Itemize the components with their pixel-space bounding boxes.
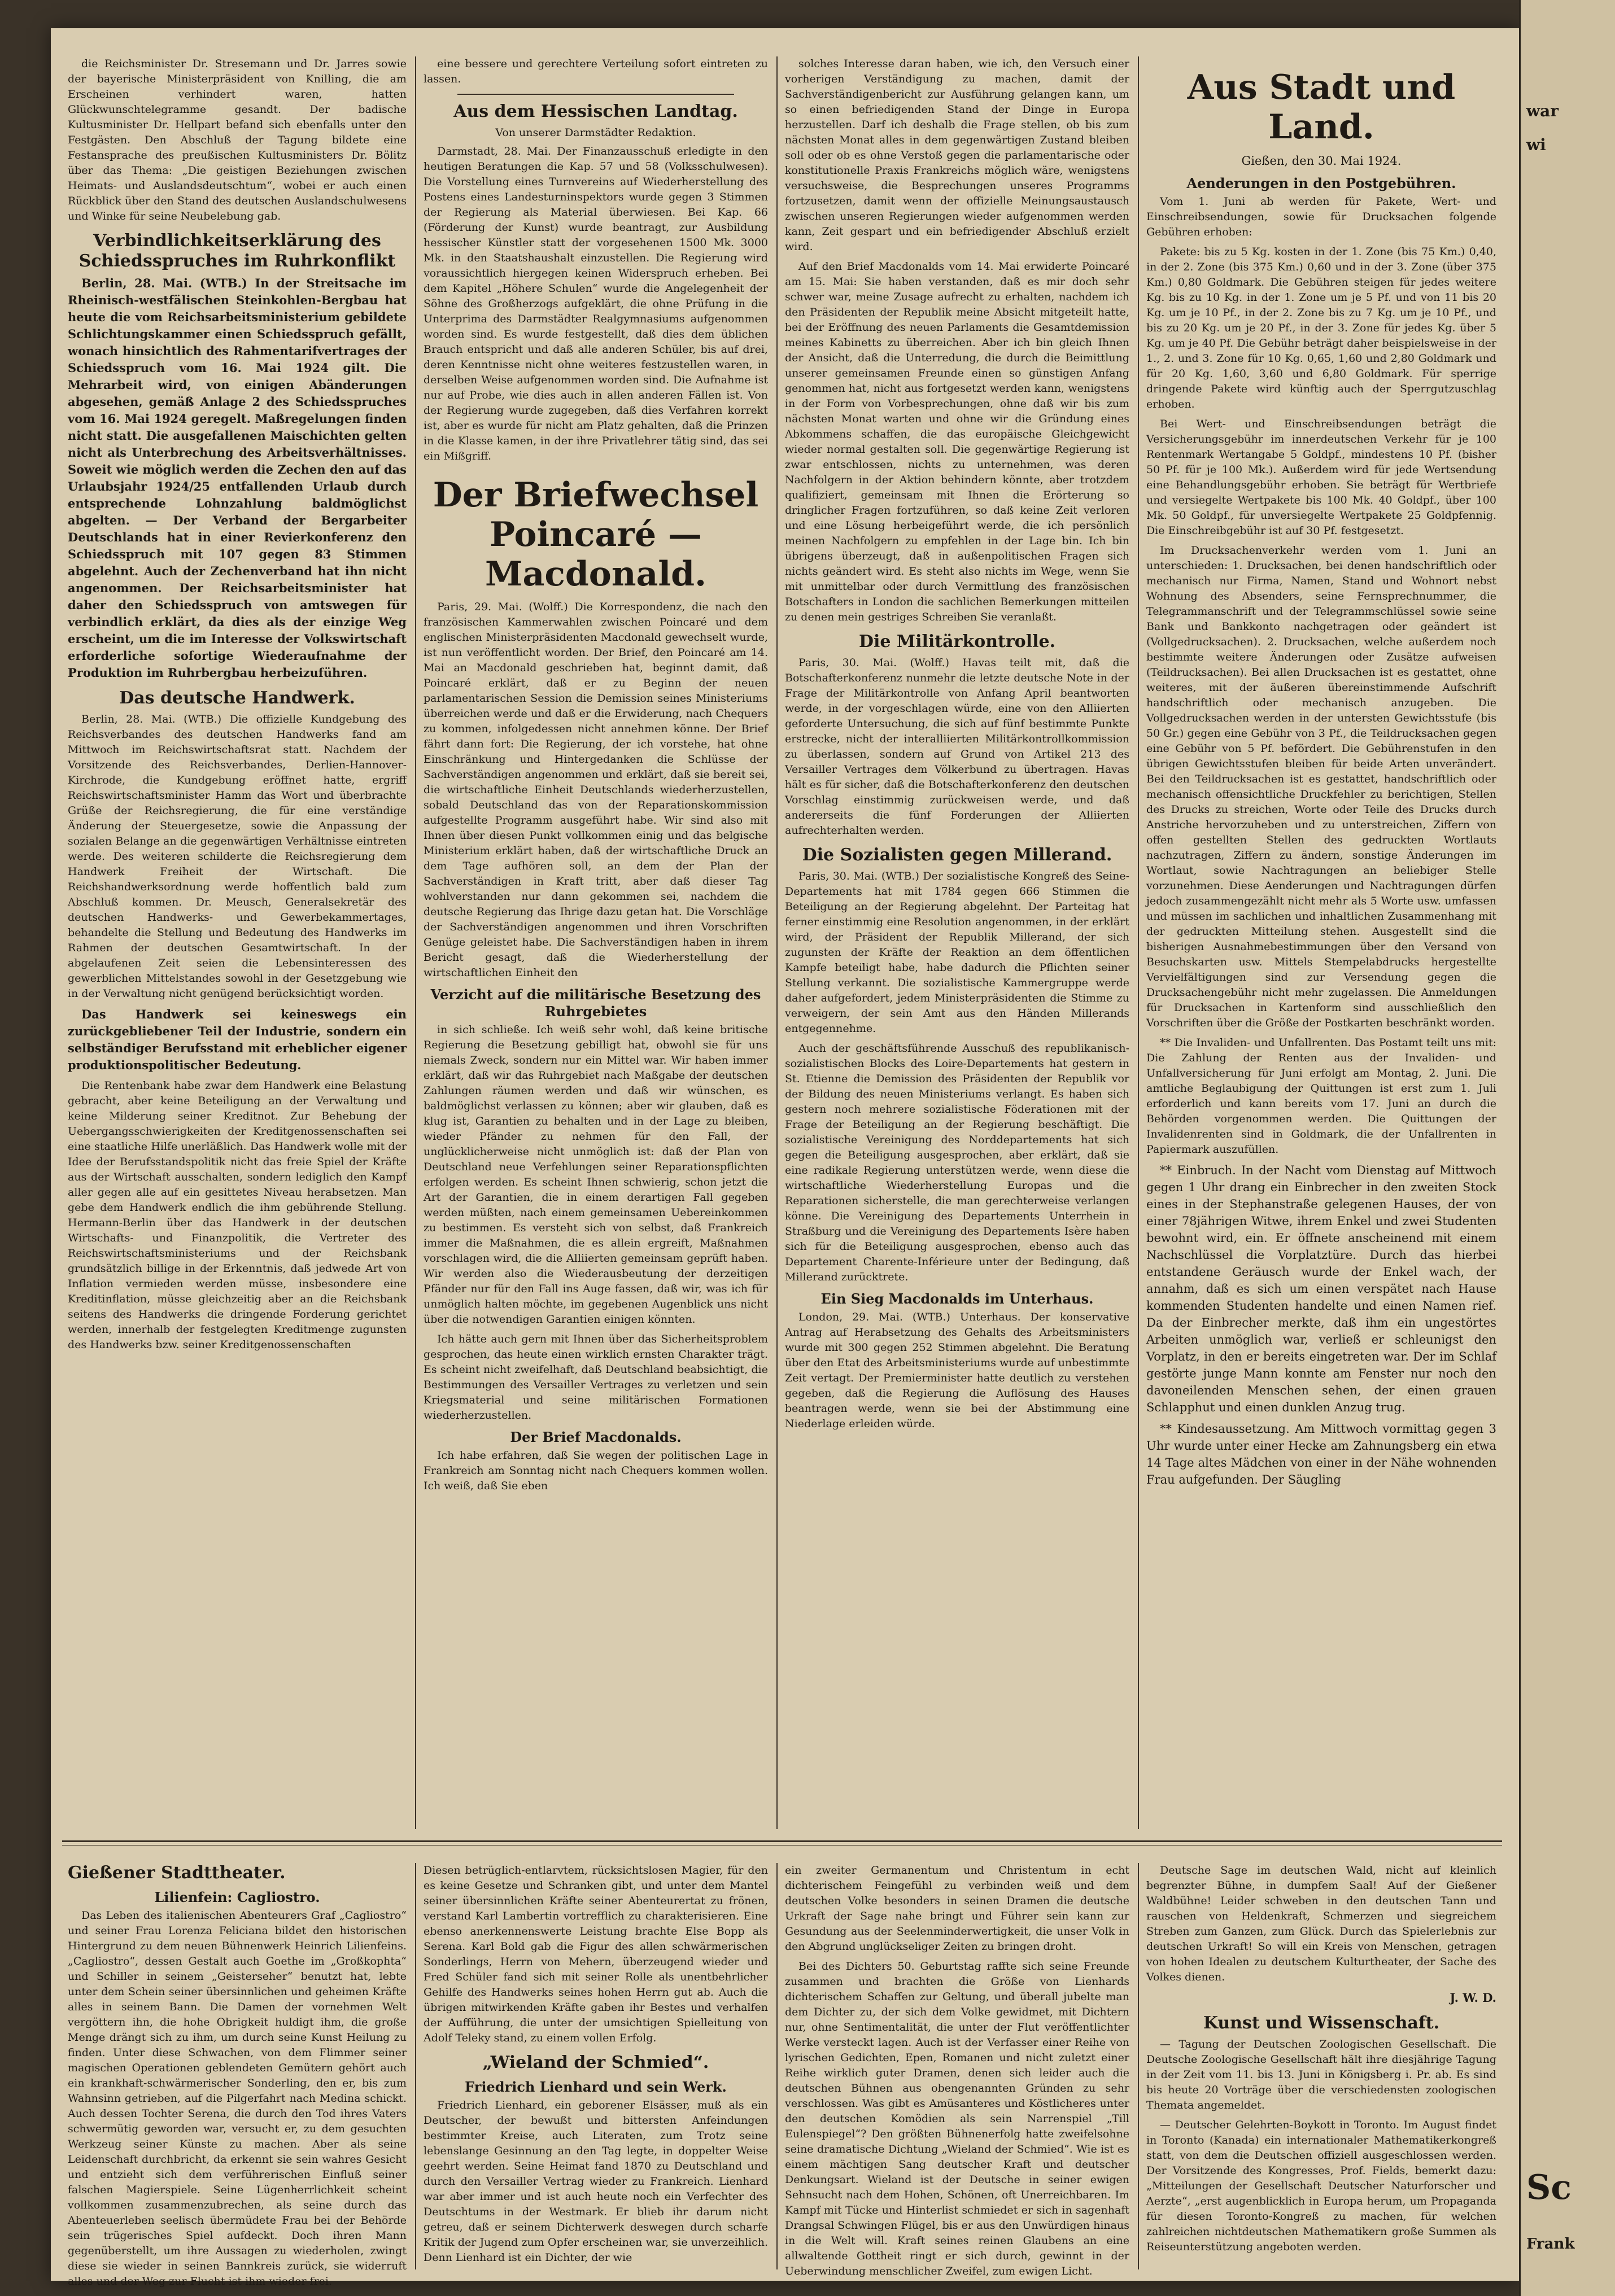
article-text: die Reichsminister Dr. Stresemann und Dr. Jarres sowie der bayerische Ministerpräsident von Knilling, die am Erscheinen verhindert waren, hatten Glückwunschtelegramme gesandt. Der badische Kultusminister Dr. Hellpart befand sich ebenfalls unter den Festgästen. Den Abschluß der Tagung bildete eine Festansprache des preußischen Kultusministers Dr. Bölitz über das Thema: „Die geistigen Beziehungen zwischen Heimats- und Auslandsdeutschtum“, wobei er auch einen Rückblick über den Stand des deutschen Auslandschulwesens und Winke für seine Neubelebung gab. [68,58,407,222]
article-text: Ich habe erfahren, daß Sie wegen der politischen Lage in Frankreich am Sonntag nicht nach Chequers kommen wollen. Ich weiß, daß Sie eben [424,1449,768,1492]
feuilleton-column-3 [785,1863,1129,2277]
article-text: Bei Wert- und Einschreibsendungen beträgt die Versicherungsgebühr im innerdeutschen Verkehr für je 100 Rentenmark Wertangabe 5 Goldpf., mindestens 10 Pf. (bisher 50 Pf. für je 100 Mk.). Außerdem wird für jede Wertsendung eine Behandlungsgebühr erhoben. Sie beträgt für Wertbriefe und versiegelte Wertpakete bis 100 Mk. 40 Goldpf., über 100 Mk. 50 Goldpf., für unversiegelte Wertpakete 25 Goldpfennig. Die Einschreibgebühr ist auf 30 Pf. festgesetzt. [1146,418,1496,537]
feuilleton-column-1 [68,1863,407,2288]
article-text: Friedrich Lienhard, ein geborener Elsässer, muß als ein Deutscher, der bewußt und bittersten Anfeindungen bestimmter Kreise, auch Literaten, zum Trotz seine lebenslange Gesinnung an den Tag legte, in doppelter Weise geehrt werden. Seine Heimat fand 1870 zu Deutschland und durch den Versailler Vertrag wieder zu Frankreich. Lienhard war aber immer und ist auch heute noch ein Verfechter des Deutschtums in der Westmark. Er blieb ihr darum nicht getreu, daß er seinem Dichterwerk deswegen durch scharfe Kritik der Jugend zum Opfer erscheinen war, sie unverzeihlich. Denn Lienhard ist ein Dichter, der wie [424,2099,768,2264]
strip-fragment: Frank [1526,2236,1575,2253]
headline: Das deutsche Handwerk. [119,688,355,708]
article-text: Vom 1. Juni ab werden für Pakete, Wert- und Einschreibsendungen, sowie für Drucksachen folgende Gebühren erhoben: [1146,195,1496,238]
article-text: Bei des Dichters 50. Geburtstag raffte sich seine Freunde zusammen und brachten die Größe von Lienhards dichterischem Schaffen zur Geltung, und überall jubelte man dem Dichter zu, der sich dem Volke gewidmet, mit Dichtern nur, ohne Sentimentalität, die unter der Flut veröffentlichter Werke versteckt lagen. Auch ist der Verfasser einer Reihe von lyrischen Gedichten, Epen, Romanen und nicht zuletzt einer Reihe wirklich guter Dramen, denen sich leider auch die deutschen Bühnen aus obengenannten Gründen zu sehr verschlossen. Was gibt es Amüsanteres und Köstlicheres unter den deutschen Komödien als sein Narrenspiel „Till Eulenspiegel“? Den größten Bühnenerfolg hatte zweifelsohne seine dramatische Dichtung „Wieland der Schmied“. Wie ist es einem mächtigen Sang deutscher Kraft und deutscher Denkungsart. Wieland ist der Deutsche in seiner ewigen Sehnsucht nach dem Hohen, Schönen, oft Unerreichbaren. Im Kampf mit Tücke und Hinterlist schmiedet er sich in sagenhaft Drangsal Schwingen Flügel, bis er aus den Unwürdigen hinaus in die Welt will. Kraft seines reinen Glaubens an eine allwaltende Gottheit ringt er sich durch, gewinnt in der Ueberwindung menschlicher Zweifel, zum ewigen Licht. [785,1960,1129,2277]
column-rule [1138,56,1139,1829]
article-text: Das Leben des italienischen Abenteurers Graf „Cagliostro“ und seiner Frau Lorenza Feliciana bildet den historischen Hintergrund zu dem neuen Bühnenwerk Heinrich Lilienfeins. „Cagliostro“, dessen Gestalt auch Goethe im „Großkophta“ und Schiller in seinem „Geisterseher“ benutzt hat, lebte unter dem Schein seiner übersinnlichen und geheimen Kräfte alles in seinem Bann. Die Damen der vornehmen Welt vergöttern ihn, die hohe Obrigkeit huldigt ihm, die große Menge drängt sich zu ihm, um durch seine Kunst Heilung zu finden. Unter diese Schwachen, von dem Flimmer seiner magischen Operationen geblendeten Gemütern gehört auch ein krankhaft-schwärmerischer Sonderling, den er, bis zum Wahnsinn getrieben, auf die Pilgerfahrt nach Medina schickt. Auch dessen Tochter Serena, die durch den Tod ihres Vaters schwermütig geworden war, versucht er, zu dem gesuchten Werkzeug seiner Künste zu machen. Aber als seine Leidenschaft durchbricht, da erkennt sie sein wahres Gesicht und entzieht sich dem verführerischen Einfluß seiner falschen Magierspiele. Seine Lügenherrlichkeit scheint vollkommen zusammenzubrechen, als seine durch das Abenteuerleben seelisch übermüdete Frau bei der Behörde sein trügerisches Spiel aufdeckt. Doch ihren Mann gegenüberstellt, um ihre Aussagen zu wiederholen, zwingt diese sie wieder in seinen Bannkreis zurück, sie widerruft alles und der Weg zur Flucht ist ihm wieder frei. [68,1909,407,2288]
article-text: Das Handwerk sei keineswegs ein zurückgebliebener Teil der Industrie, sondern ein selbständiger Berufsstand mit erheblicher eigener produktionspolitischer Bedeutung. [68,1007,407,1072]
strip-fragment: wi [1526,135,1546,154]
article-text: Paris, 29. Mai. (Wolff.) Die Korrespondenz, die nach den französischen Kammerwahlen zwischen Poincaré und dem englischen Ministerpräsidenten Macdonald gewechselt wurde, ist nun veröffentlicht worden. Der Brief, den Poincaré am 14. Mai an Macdonald geschrieben hat, beginnt damit, daß Poincaré erklärt, daß er zu Beginn der neuen parlamentarischen Session die Demission seines Ministeriums überreichen werde und daß er die Erwiderung, nach Chequers zu kommen, infolgedessen nicht annehmen könne. Der Brief fährt dann fort: Die Regierung, der ich vorstehe, hat ohne Einschränkung und Hintergedanken die Schlüsse der Sachverständigen angenommen und erklärt, daß sie bereit sei, die wirtschaftliche Einheit Deutschlands wiederherzustellen, sobald Deutschland das von der Reparationskommission aufgestellte Programm ausgeführt habe. Wir sind also mit Ihnen über diesen Punkt vollkommen einig und das belgische Ministerium erklärt haben, daß der wirtschaftliche Druck an dem Tage aufhören soll, an dem der Plan der Sachverständigen in Kraft tritt, aber daß dieser Tag wohlverstanden nur dann gekommen sei, nachdem die deutsche Regierung das Ihrige dazu getan hat. Die Vorschläge der Sachverständigen angenommen und ihren Vorschriften Genüge geleistet habe. Die Sachverständigen haben in ihrem Bericht gesagt, daß die Wiederherstellung der wirtschaftlichen Einheit den [424,601,768,979]
column-3 [785,56,1129,1829]
article-text: Darmstadt, 28. Mai. Der Finanzausschuß erledigte in den heutigen Beratungen die Kap. 57 und 58 (Volksschulwesen). Die Vorstellung eines Turnvereins auf Wiederherstellung des Postens eines Landesturninspektors wurde gegen 3 Stimmen der Regierung als Material überwiesen. Bei Kap. 66 (Förderung der Kunst) wurde beantragt, zur Ausbildung hessischer Künstler statt der vorgesehenen 1500 Mk. 3000 Mk. in den Staatshaushalt einzustellen. Die Regierung wird voraussichtlich hiergegen keinen Widerspruch erheben. Bei dem Kapitel „Höhere Schulen“ wurde die Angelegenheit der Söhne des Großherzogs aufgeklärt, die ohne Prüfung in die Unterprima des Darmstädter Realgymnasiums aufgenommen worden sind. Es wurde festgestellt, daß dies dem üblichen Brauch entspricht und daß alle anderen Schüler, bis auf drei, deren Kenntnisse nicht ohne weiteres festzustellen waren, in derselben Weise aufgenommen worden sind. Die Aufnahme ist nur auf Probe, wie dies auch in allen anderen Fällen ist. Von der Regierung wurde zugegeben, daß dies Verfahren korrekt ist, aber es wurde für nicht am Platz gehalten, daß die Prinzen in die Klasse kamen, in der ihre Privatlehrer tätig sind, das sei ein Mißgriff. [424,145,768,462]
article-text: ** Die Invaliden- und Unfallrenten. Das Postamt teilt uns mit: Die Zahlung der Renten aus der Invaliden- und Unfallversicherung für Juni erfolgt am Montag, 2. Juni. Die amtliche Beglaubigung der Quittungen ist erst zum 1. Juli erforderlich und kann bereits vom 17. Juni an durch die Behörden vorgenommen werden. Die Quittungen der Invalidenrenten sind in Goldmark, die der Unfallrenten in Papiermark auszufüllen. [1146,1037,1496,1156]
column-rule [1138,1863,1139,2269]
article-text: Die Rentenbank habe zwar dem Handwerk eine Belastung gebracht, aber keine Beteiligung an der Verwaltung und keine Milderung seiner Kreditnot. Zur Behebung der Uebergangsschwierigkeiten der Kreditgenossenschaften sei eine staatliche Hilfe unerläßlich. Das Handwerk wolle mit der Idee der Berufsstandspolitik nicht das freie Spiel der Kräfte aus der Wirtschaft ausschalten, sondern lediglich den Kampf aller gegen alle auf ein gesittetes Niveau herabsetzen. Man gebe dem Handwerk endlich die ihm gebührende Stellung. Hermann-Berlin über das Handwerk in der deutschen Wirtschafts- und Finanzpolitik, die Vertreter des Reichswirtschaftsministeriums und der Reichsbank grundsätzlich billige in der Erkenntnis, daß jedwede Art von Inflation vermieden werden müsse, insbesondere eine Kreditinflation, müsse gleichzeitig aber an die Reichsbank seitens des Handwerks die dringende Forderung gerichtet werden, innerhalb der festgelegten Kreditmenge zugunsten des Handwerks bzw. seiner Kreditgenossenschaften [68,1079,407,1351]
article-text: — Deutscher Gelehrten-Boykott in Toronto. Im August findet in Toronto (Kanada) ein internationaler Mathematikerkongreß statt, von dem die Deutschen offiziell ausgeschlossen werden. Der Vorsitzende des Kongresses, Prof. Fields, bemerkt dazu: „Mitteilungen der Gesellschaft Deutscher Naturforscher und Aerzte“, „erst augenblicklich in Europa herum, um Propaganda für diesen Toronto-Kongreß zu machen, für welchen zahlreichen nichtdeutschen Mathematikern große Summen als Reiseunterstützung angeboten werden. [1146,2119,1496,2253]
subheadline: Lilienfein: Cagliostro. [154,1889,320,1905]
feuilleton-rule [62,1840,1502,1842]
dateline: Gießen, den 30. Mai 1924. [1241,154,1402,168]
signature: J. W. D. [1450,1991,1496,2005]
column-4 [1146,56,1496,1829]
headline: Aenderungen in den Postgebühren. [1186,175,1456,191]
article-text: Pakete: bis zu 5 Kg. kosten in der 1. Zone (bis 75 Km.) 0,40, in der 2. Zone (bis 375 Km.) 0,60 und in der 3. Zone (über 375 Km.) 0,80 Goldmark. Die Gebühren steigen für jedes weitere Kg. bis zu 10 Kg. in der 1. Zone um je 5 Pf. und von 11 bis 20 Kg. um je 10 Pf., in der 2. Zone bis zu 7 Kg. um je 10 Pf., und bis zu 20 Kg. um je 20 Pf., in der 3. Zone für jedes Kg. über 5 Kg. um je 40 Pf. Die Gebühr beträgt daher beispielsweise in der 1., 2. und 3. Zone für 10 Kg. 0,65, 1,60 und 2,80 Goldmark und für 20 Kg. 1,60, 3,60 und 6,80 Goldmark. Für sperrige dringende Pakete wird künftig auch der Sperrgutzuschlag erhoben. [1146,246,1496,410]
article-text: eine bessere und gerechtere Verteilung sofort eintreten zu lassen. [424,58,768,85]
column-1 [68,56,407,1829]
article-text: ein zweiter Germanentum und Christentum in echt dichterischem Feingefühl zu verbinden weiß und dem deutschen Volke besonders in seinen Dramen die deutsche Urkraft der Sage nahe bringt und Führer sein kann zur Gesundung aus der Seelenminderwertigkeit, die unser Volk in den Abgrund unglückseliger Zeiten zu bringen droht. [785,1864,1129,1953]
headline: Der Briefwechsel Poincaré — Macdonald. [433,475,759,594]
headline: Die Militärkontrolle. [858,632,1056,651]
headline: Gießener Stadttheater. [68,1863,286,1883]
separator [457,94,734,95]
article-text: Paris, 30. Mai. (Wolff.) Havas teilt mit, daß die Botschafterkonferenz nunmehr die letzte deutsche Note in der Frage der Militärkontrolle von Anfang April beantworten werde, in der vorgeschlagen würde, eine von den Alliierten geforderte Untersuchung, die sich auf fünf bestimmte Punkte erstrecke, nicht der interalliierten Militärkontrollkommission zu überlassen, sondern auf Grund von Artikel 213 des Versailler Vertrages dem Völkerbund zu übertragen. Havas hält es für sicher, daß die Botschafterkonferenz den deutschen Vorschlag einstimmig zurückweisen werde, und daß andererseits die fünf Forderungen der Alliierten aufrechterhalten werden. [785,657,1129,837]
article-text: solches Interesse daran haben, wie ich, den Versuch einer vorherigen Verständigung zu machen, damit der Sachverständigenbericht zur Ausführung gelangen kann, um so einen befriedigenden Stand der Dinge in Europa herzustellen. Darf ich deshalb die Frage stellen, ob bis zum nächsten Monat alles in dem gegenwärtigen Zustand bleiben soll oder ob es ohne Verstoß gegen die parlamentarische oder konstitutionelle Praxis Frankreichs möglich wäre, wenigstens versuchsweise, die Besprechungen unseres Programms fortzusetzen, damit wenn der offizielle Meinungsaustausch zwischen unseren Regierungen wieder aufgenommen werden kann, Zeit gespart und ein befriedigender Abschluß erzielt wird. [785,58,1129,253]
feuilleton-column-2 [424,1863,768,2269]
article-text: Berlin, 28. Mai. (WTB.) In der Streitsache im Rheinisch-westfälischen Steinkohlen-Bergbau hat heute die vom Reichsarbeitsministerium gebildete Schlichtungskammer einen Schiedsspruch gefällt, wonach hinsichtlich des Rahmentarifvertrages der Schiedsspruch vom 16. Mai 1924 gilt. Die Mehrarbeit wird, von einigen Abänderungen abgesehen, gemäß Anlage 2 des Schiedsspruches vom 16. Mai 1924 geregelt. Maßregelungen finden nicht statt. Die ausgefallenen Maischichten gelten nicht als Unterbrechung des Arbeitsverhältnisses. Soweit wie möglich werden die Zechen den auf das Urlaubsjahr 1924/25 entfallenden Urlaub durch entsprechende Lohnzahlung baldmöglichst abgelten. — Der Verband der Bergarbeiter Deutschlands hat in einer Revierkonferenz den Schiedsspruch mit 107 gegen 83 Stimmen abgelehnt. Auch der Zechenverband hat ihn nicht angenommen. Der Reichsarbeitsminister hat daher den Schiedsspruch von amtswegen für verbindlich erklärt, da dies als der einzige Weg erscheint, um die im Interesse der Volkswirtschaft erforderliche sofortige Wiederaufnahme der Produktion im Ruhrbergbau herbeizuführen. [68,276,407,680]
column-rule [415,1863,416,2269]
column-rule [776,1863,778,2269]
article-text: ** Kindesaussetzung. Am Mittwoch vormittag gegen 3 Uhr wurde unter einer Hecke am Zahnungsberg ein etwa 14 Tage altes Mädchen von einer in der Nähe wohnenden Frau aufgefunden. Der Säugling [1146,1422,1496,1486]
article-text: Im Drucksachenverkehr werden vom 1. Juni an unterschieden: 1. Drucksachen, bei denen handschriftlich oder mechanisch nur Firma, Namen, Stand und Wohnort nebst Wohnung des Absenders, seine Fernsprechnummer, die Telegrammanschrift und der Telegrammschlüssel sowie seine Bank und Bankkonto nachgetragen oder geändert ist (Vollgedrucksachen). 2. Drucksachen, welche außerdem noch bestimmte weitere Änderungen oder Zusätze aufweisen (Teildrucksachen). Bei allen Drucksachen ist es gestattet, ohne weiteres, mit der äußeren übereinstimmende Aufschrift handschriftlich oder mechanisch anzugeben. Die Vollgedrucksachen werden in der untersten Gewichtsstufe (bis 50 Gr.) gegen eine Gebühr von 3 Pf., die Teildrucksachen gegen eine Gebühr von 5 Pf. befördert. Die Gebührenstufen in den übrigen Gewichtsstufen bleiben für beide Arten unverändert. Bei den Teildrucksachen ist es gestattet, handschriftlich oder mechanisch offensichtliche Druckfehler zu berichtigen, Stellen des Drucks zu streichen, Worte oder Teile des Drucks durch Anstriche hervorzuheben und zu unterstreichen, Ziffern von offen gestellten Stellen des gedruckten Wortlauts nachzutragen, Ziffern zu ändern, sonstige Änderungen im Wortlaut, sowie Nachtragungen an beliebiger Stelle vorzunehmen. Diese Aenderungen und Nachtragungen dürfen jedoch zusammengezählt nicht mehr als 5 Worte usw. umfassen und müssen im sachlichen und inhaltlichen Zusammenhang mit der gedruckten Mitteilung stehen. Ausgestellt sind die bisherigen Ausnahmebestimmungen über den Versand von Besuchskarten usw. Mittels Stempelabdrucks hergestellte Vervielfältigungen sind zur Versendung gegen die Drucksachengebühr nicht mehr zugelassen. Die Anmeldungen für Drucksachen in Kartenform sind ausschließlich den Vorschriften über die Größe der Postkarten beschränkt worden. [1146,544,1496,1029]
article-text: London, 29. Mai. (WTB.) Unterhaus. Der konservative Antrag auf Herabsetzung des Gehalts des Arbeitsministers wurde mit 300 gegen 252 Stimmen abgelehnt. Die Beratung über den Etat des Arbeitsministeriums wurde auf unbestimmte Zeit vertagt. Der Premierminister hatte deutlich zu verstehen gegeben, daß die Regierung die Auflösung des Hauses beantragen werde, wenn sie bei der Abstimmung eine Niederlage erleiden würde. [785,1311,1129,1430]
article-text: Berlin, 28. Mai. (WTB.) Die offizielle Kundgebung des Reichsverbandes des deutschen Handwerks fand am Mittwoch im Reichswirtschaftsrat statt. Nachdem der Vorsitzende des Reichsverbandes, Derlien-Hannover-Kirchrode, die Kundgebung eröffnet hatte, ergriff Reichswirtschaftsminister Hamm das Wort und überbrachte Grüße der Reichsregierung, die für eine verständige Änderung der Steuergesetze, sowie die Anpassung der sozialen Belange an die gegenwärtigen Verhältnisse eintreten werde. Des weiteren schilderte die Reichsregierung dem Handwerk Freiheit der Wirtschaft. Die Reichshandwerksordnung werde hoffentlich bald zum Abschluß kommen. Dr. Meusch, Generalsekretär des deutschen Handwerks- und Gewerbekammertages, behandelte die Stellung und Bedeutung des Handwerks im Rahmen der deutschen Gesamtwirtschaft. In der abgelaufenen Zeit seien die Lebensinteressen des gewerblichen Mittelstandes sowohl in der Gesetzgebung wie in der Verwaltung nicht genügend berücksichtigt worden. [68,713,407,1000]
article-text: Paris, 30. Mai. (WTB.) Der sozialistische Kongreß des Seine-Departements hat mit 1784 gegen 666 Stimmen die Beteiligung an der Regierung abgelehnt. Der Parteitag hat ferner einstimmig eine Resolution angenommen, in der erklärt wird, der Präsident der Republik Millerand, der sich zugunsten der Kräfte der Reaktion an dem öffentlichen Kampfe beteiligt habe, habe dadurch die Pflichten seiner Stellung verkannt. Die sozialistische Kammergruppe werde daher aufgefordert, jedem Ministerpräsidenten die Stimme zu verweigern, der sein Amt aus den Händen Millerands entgegennehme. [785,870,1129,1035]
article-text: Auf den Brief Macdonalds vom 14. Mai erwiderte Poincaré am 15. Mai: Sie haben verstanden, daß es mir doch sehr schwer war, meine Zusage aufrecht zu erhalten, nachdem ich den Präsidenten der Republik meine Absicht mitgeteilt hatte, bei der Eröffnung des neuen Parlaments die Gesamtdemission meines Kabinetts zu überreichen. Aber ich bin gleich Ihnen der Ansicht, daß die Unterredung, die durch die Beimittlung unserer gemeinsamen Freunde einen so günstigen Anfang genommen hat, nicht aus fortgesetzt werden kann, wenigstens in der Form von Vorbesprechungen, ohne daß wir bis zum nächsten Monat warten und ohne wir die Gründung eines Abkommens schaffen, die das europäische Gleichgewicht wieder normal gestalten soll. Die gegenwärtige Regierung ist zwar entschlossen, nichts zu unternehmen, was deren Nachfolgern in der Aktion behindern könnte, aber trotzdem qualifiziert, gemeinsam mit Ihnen die Erörterung so dringlicher Fragen fortzuführen, so daß keine Zeit verloren und eine Lösung herbeigeführt werde, die ich persönlich meinen Nachfolgern zu empfehlen in der Lage bin. Ich bin übrigens überzeugt, daß in außenpolitischen Fragen sich nichts geändert wird. Es steht also nichts im Wege, wenn Sie mit unmittelbar oder durch Vermittlung des französischen Botschafters in London die sachlichen Bemerkungen mitteilen zu denen mein gestriges Schreiben Sie veranlaßt. [785,260,1129,623]
adjacent-page-strip [1519,0,1615,2296]
headline: Kunst und Wissenschaft. [1203,2013,1440,2033]
article-text: Deutsche Sage im deutschen Wald, nicht auf kleinlich begrenzter Bühne, in dumpfem Saal! Auf der Gießener Waldbühne! Leider schweben in den deutschen Tann und rauschen von Heldenkraft, Schmerzen und siegreichem Streben zum Ganzen, zum Glück. Durch das Spielerlebnis zur deutschen Urkraft! So will ein Kreis von Menschen, getragen von hohen Idealen zu deutschem Kulturtheater, der Sache des Volkes dienen. [1146,1864,1496,1983]
column-2 [424,56,768,1829]
subheadline: Der Brief Macdonalds. [510,1429,682,1445]
headline: Verbindlichkeitserklärung des Schiedsspruches im Ruhrkonflikt [78,231,396,271]
strip-fragment: Sc [1526,2168,1572,2207]
column-rule [776,56,778,1829]
subheadline: Friedrich Lienhard und sein Werk. [465,2079,727,2095]
headline: Die Sozialisten gegen Millerand. [802,845,1112,865]
headline: Ein Sieg Macdonalds im Unterhaus. [820,1291,1094,1307]
strip-fragment: war [1526,102,1559,120]
section-headline: Aus Stadt und Land. [1187,68,1456,147]
headline: Aus dem Hessischen Landtag. [453,102,738,121]
subheadline: Verzicht auf die militärische Besetzung des Ruhrgebietes [430,986,761,1020]
article-text: — Tagung der Deutschen Zoologischen Gesellschaft. Die Deutsche Zoologische Gesellschaft hält ihre diesjährige Tagung in der Zeit vom 11. bis 13. Juni in Königsberg i. Pr. ab. Es sind bis heute 20 Vorträge über die verschiedensten zoologischen Themata angemeldet. [1146,2038,1496,2111]
column-rule [415,56,416,1829]
article-text: Diesen betrüglich-entlarvtem, rücksichtslosen Magier, für den es keine Gesetze und Schranken gibt, und unter dem Mantel seiner übersinnlichen Kräfte seiner Abenteurertat zu frönen, verstand Karl Lambertin vortrefflich zu charakterisieren. Eine ebenso anerkennenswerte Leistung brachte Else Bopp als Serena. Karl Bold gab die Figur des allen schwärmerischen Sonderlings, Herrn von Mehern, überzeugend wieder und Fred Schüler fand sich mit seiner Rolle als unentbehrlicher Gehilfe des Handwerks seines hohen Herrn gut ab. Auch die übrigen mitwirkenden Kräfte gaben ihr Bestes und verhalfen der Aufführung, die unter der umsichtigen Spielleitung von Adolf Teleky stand, zu einem vollen Erfolg. [424,1864,768,2044]
article-text: Ich hätte auch gern mit Ihnen über das Sicherheitsproblem gesprochen, das heute einen wirklich ernsten Charakter trägt. Es scheint nicht zweifelhaft, daß Deutschland beabsichtigt, die Bestimmungen des Versailler Vertrages zu verletzen und sein Kriegsmaterial und seine militärischen Formationen wiederherzustellen. [424,1333,768,1422]
article-text: Auch der geschäftsführende Ausschuß des republikanisch-sozialistischen Blocks des Loire-Departements hat gestern in St. Etienne die Demission des Präsidenten der Republik vor der Bildung des neuen Ministeriums verlangt. Es haben sich gestern noch mehrere sozialistische Föderationen mit der Frage der Beteiligung an der Regierung beschäftigt. Die sozialistische Vereinigung des Norddepartements hat sich gegen die Beteiligung ausgesprochen, aber erklärt, daß sie eine radikale Regierung unterstützen werde, wenn diese die wirtschaftliche Wiederherstellung Europas und die Reparationen sicherstelle, die man gerechterweise verlangen könne. Die Vereinigung des Departements Unterrhein in Straßburg und die Vereinigung des Departements Isère haben sich für die Beteiligung ausgesprochen, ebenso auch das Departement Charente-Inférieure unter der Bedingung, daß Millerand zurücktrete. [785,1042,1129,1283]
article-text: ** Einbruch. In der Nacht vom Dienstag auf Mittwoch gegen 1 Uhr drang ein Einbrecher in den zweiten Stock eines in der Stephanstraße gelegenen Hauses, der von einer 78jährigen Witwe, ihrem Enkel und zwei Studenten bewohnt wird, ein. Er öffnete anscheinend mit einem Nachschlüssel die Vorplatztüre. Durch das hierbei entstandene Geräusch wurde der Enkel wach, der annahm, daß es sich um einen verspätet nach Hause kommenden Studenten handelte und einen Namen rief. Da der Einbrecher merkte, daß ihm ein ungestörtes Arbeiten unmöglich war, verließ er schleunigst den Vorplatz, in den er bereits eingetreten war. Der im Schlaf gestörte junge Mann konnte am Fenster nur noch den davoneilenden Menschen sehen, der einen grauen Schlapphut und einen dunklen Anzug trug. [1146,1164,1496,1414]
feuilleton-column-4 [1146,1863,1496,2269]
headline: „Wieland der Schmied“. [482,2053,709,2072]
subheadline: Von unserer Darmstädter Redaktion. [495,126,696,139]
article-text: in sich schließe. Ich weiß sehr wohl, daß keine britische Regierung die Besetzung gebilligt hat, obwohl sie für uns niemals Zweck, sondern nur ein Mittel war. Wir haben immer erklärt, daß wir das Ruhrgebiet nach Maßgabe der deutschen Zahlungen räumen werden und daß wir wünschen, es baldmöglichst verlassen zu können; aber wir glauben, daß es klug ist, Garantien zu behalten und in der Lage zu bleiben, wieder Pfänder zu nehmen für den Fall, der unglücklicherweise nicht unmöglich ist: daß der Plan von Deutschland neue Verfehlungen seiner Reparationspflichten erfolgen werden. Es scheint Ihnen schwierig, schon jetzt die Art der Garantien, die in einem derartigen Fall gegeben werden müßten, nach einem gemeinsamen Uebereinkommen zu bestimmen. Es versteht sich von selbst, daß Frankreich immer die Maßnahmen, die es allein ergreift, Maßnahmen vorschlagen wird, die die Alliierten gemeinsam geprüft haben. Wir werden also die Wiederausbeutung der derzeitigen Pfänder nur für den Fall ins Auge fassen, daß wir, was ich für unmöglich halten möchte, im gegebenen Augenblick uns nicht über die notwendigen Garantien einigen könnten. [424,1024,768,1326]
